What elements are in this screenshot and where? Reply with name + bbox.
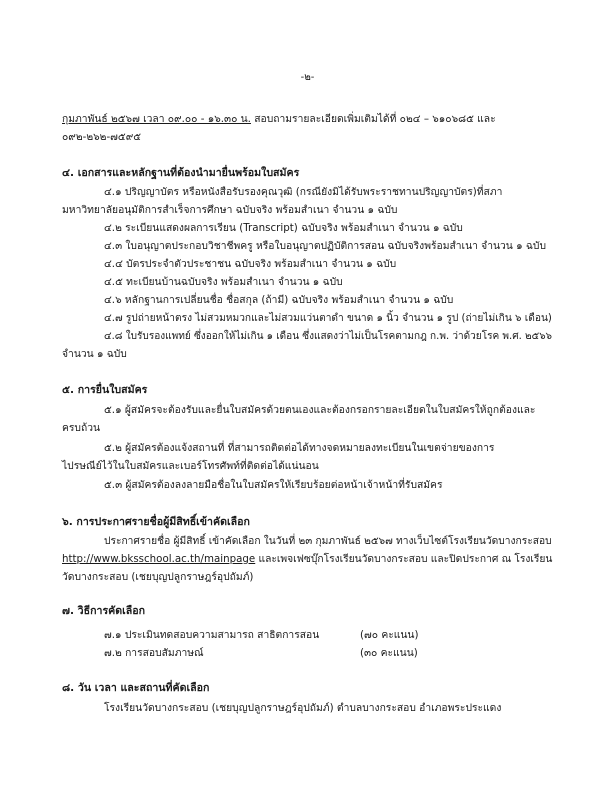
section-6-line-1: ประกาศรายชื่อ ผู้มีสิทธิ์ เข้าคัดเลือก ในวันที่ ๒๓ กุมภาพันธ์ ๒๕๖๗ ทางเว็บไซต์โรงเรียนวัดบางกระสอบ bbox=[104, 535, 552, 547]
section-5-item-3: ๕.๓ ผู้สมัครต้องลงลายมือชื่อในใบสมัครให้เรียบร้อยต่อหน้าเจ้าหน้าที่รับสมัคร bbox=[104, 479, 443, 491]
section-7-title: ๗. วิธีการคัดเลือก bbox=[62, 605, 146, 617]
section-6-line-2-text: และเพจเฟซบุ๊กโรงเรียนวัดบางกระสอบ และปิดประกาศ ณ โรงเรียน bbox=[255, 553, 553, 565]
section-8-title: ๘. วัน เวลา และสถานที่คัดเลือก bbox=[62, 682, 210, 694]
section-6-title: ๖. การประกาศรายชื่อผู้มีสิทธิ์เข้าคัดเลือก bbox=[62, 516, 250, 528]
section-4-item-1-cont: มหาวิทยาลัยอนุมัติการสำเร็จการศึกษา ฉบับจริง พร้อมสำเนา จำนวน ๑ ฉบับ bbox=[62, 204, 398, 216]
school-website-link[interactable]: http://www.bksschool.ac.th/mainpage bbox=[62, 553, 256, 565]
section-7-item-1: ๗.๑ ประเมินทดสอบความสามารถ สาธิตการสอน bbox=[104, 629, 320, 641]
section-5-item-2-cont: ไปรษณีย์ไว้ในใบสมัครและเบอร์โทรศัพท์ที่ติดต่อได้แน่นอน bbox=[62, 460, 319, 472]
section-7-item-2: ๗.๒ การสอบสัมภาษณ์ bbox=[104, 647, 204, 659]
section-4-item-3: ๔.๓ ใบอนุญาตประกอบวิชาชีพครู หรือใบอนุญาตปฏิบัติการสอน ฉบับจริงพร้อมสำเนา จำนวน ๑ ฉบับ bbox=[104, 240, 547, 252]
intro-line-2: ๐๙๒-๒๖๒-๗๕๙๕ bbox=[62, 131, 142, 143]
section-7-item-1-points: (๗๐ คะแนน) bbox=[360, 629, 419, 641]
section-4-item-2: ๔.๒ ระเบียนแสดงผลการเรียน (Transcript) ฉบับจริง พร้อมสำเนา จำนวน ๑ ฉบับ bbox=[104, 222, 463, 234]
section-4-item-5: ๔.๕ ทะเบียนบ้านฉบับจริง พร้อมสำเนา จำนวน ๑ ฉบับ bbox=[104, 276, 343, 288]
section-4-item-8-cont: จำนวน ๑ ฉบับ bbox=[62, 348, 127, 360]
section-4-item-6: ๔.๖ หลักฐานการเปลี่ยนชื่อ ชื่อสกุล (ถ้ามี) ฉบับจริง พร้อมสำเนา จำนวน ๑ ฉบับ bbox=[104, 294, 454, 306]
section-4-item-8: ๔.๘ ใบรับรองแพทย์ ซึ่งออกให้ไม่เกิน ๑ เดือน ซึ่งแสดงว่าไม่เป็นโรคตามกฎ ก.พ. ว่าด้วยโรค พ.ศ. ๒๕๖๖ bbox=[104, 330, 552, 342]
contact-text: สอบถามรายละเอียดเพิ่มเติมได้ที่ ๐๒๔ – ๖๑๐๖๘๕ และ bbox=[250, 113, 496, 125]
section-4-item-1: ๔.๑ ปริญญาบัตร หรือหนังสือรับรองคุณวุฒิ (กรณียังมิได้รับพระราชทานปริญญาบัตร)ที่สภา bbox=[104, 186, 503, 198]
intro-line-1 bbox=[62, 112, 496, 126]
section-4-item-7: ๔.๗ รูปถ่ายหน้าตรง ไม่สวมหมวกและไม่สวมแว่นตาดำ ขนาด ๑ นิ้ว จำนวน ๑ รูป (ถ่ายไม่เกิน ๖ เดือน) bbox=[104, 312, 552, 324]
page-number: -๒- bbox=[300, 72, 315, 83]
date-time-text: กุมภาพันธ์ ๒๕๖๗ เวลา ๐๙.๐๐ - ๑๖.๓๐ น. bbox=[62, 113, 251, 125]
section-6-line-2 bbox=[62, 552, 552, 566]
section-5-item-1-cont: ครบถ้วน bbox=[62, 422, 101, 434]
section-5-title: ๕. การยื่นใบสมัคร bbox=[62, 384, 148, 396]
section-6-line-3: วัดบางกระสอบ (เชยบุญปลูกราษฎร์อุปถัมภ์) bbox=[62, 571, 254, 583]
section-4-item-4: ๔.๔ บัตรประจำตัวประชาชน ฉบับจริง พร้อมสำเนา จำนวน ๑ ฉบับ bbox=[104, 258, 397, 270]
section-7-item-2-points: (๓๐ คะแนน) bbox=[360, 647, 418, 659]
section-5-item-2: ๕.๒ ผู้สมัครต้องแจ้งสถานที่ ที่สามารถติดต่อได้ทางจดหมายลงทะเบียนในเขตจ่ายของการ bbox=[104, 442, 495, 454]
section-8-line-1: โรงเรียนวัดบางกระสอบ (เชยบุญปลูกราษฎร์อุปถัมภ์) ตำบลบางกระสอบ อำเภอพระประแดง bbox=[104, 702, 502, 714]
section-5-item-1: ๕.๑ ผู้สมัครจะต้องรับและยื่นใบสมัครด้วยตนเองและต้องกรอกรายละเอียดในใบสมัครให้ถูกต้องและ bbox=[104, 404, 536, 416]
section-4-title: ๔. เอกสารและหลักฐานที่ต้องนำมายื่นพร้อมใบสมัคร bbox=[62, 167, 300, 179]
